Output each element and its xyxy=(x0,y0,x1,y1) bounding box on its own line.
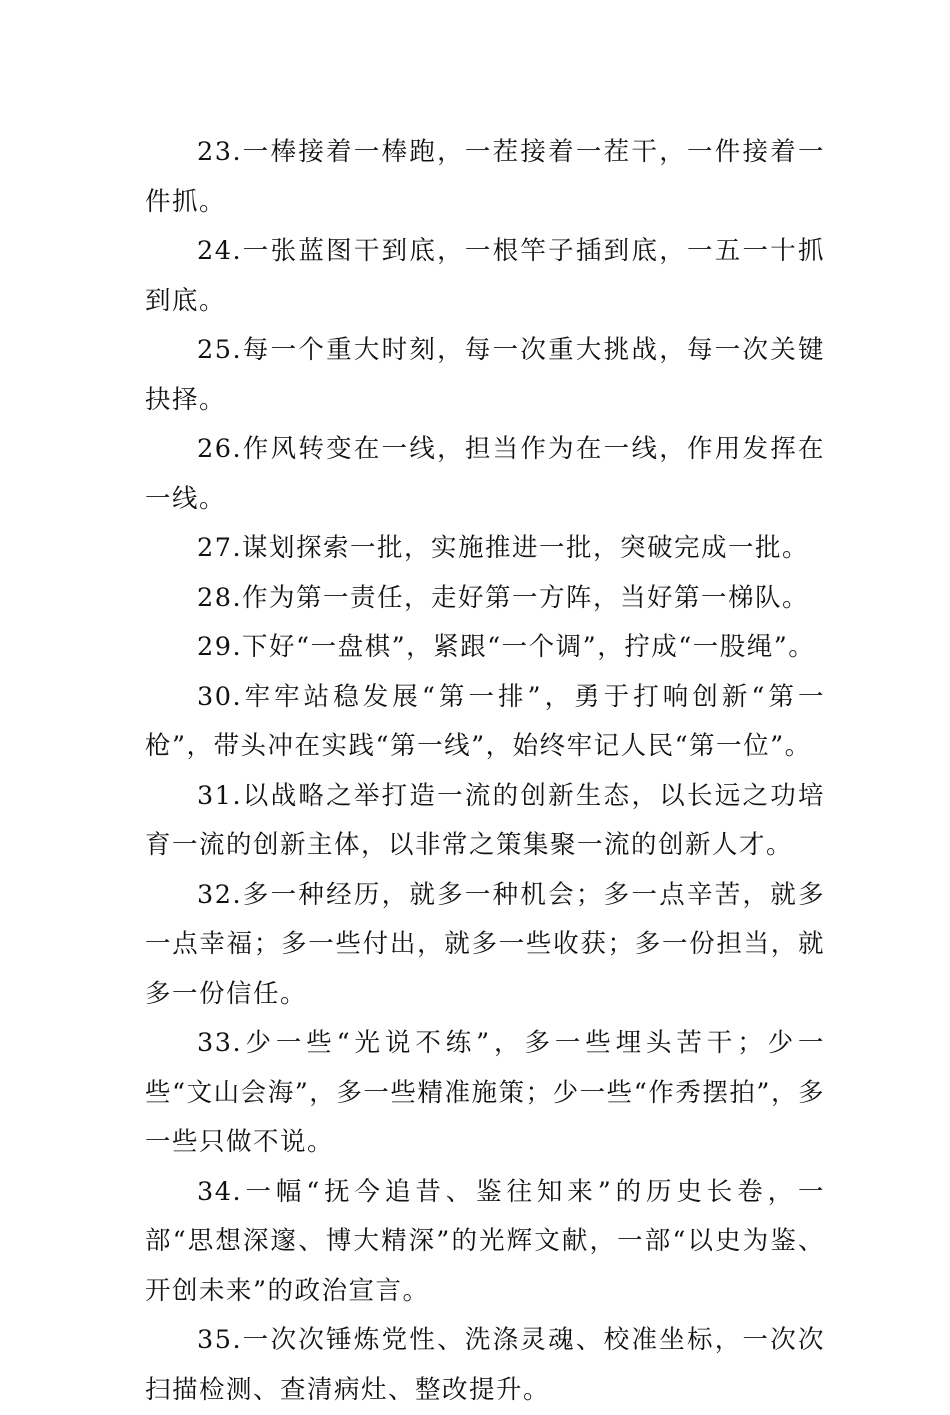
list-item: 31.以战略之举打造一流的创新生态，以长远之功培育一流的创新主体，以非常之策集聚一流的创新人才。 xyxy=(145,780,825,860)
list-item: 33.少一些“光说不练”，多一些埋头苦干；少一些“文山会海”，多一些精准施策；少一些“作秀摆拍”，多一些只做不说。 xyxy=(145,1028,825,1157)
list-item: 29.下好“一盘棋”，紧跟“一个调”，拧成“一股绳”。 xyxy=(197,632,816,662)
list-item: 34.一幅“抚今追昔、鉴往知来”的历史长卷，一部“思想深邃、博大精深”的光辉文献，一部“以史为鉴、开创未来”的政治宣言。 xyxy=(145,1176,825,1306)
list-item: 25.每一个重大时刻，每一次重大挑战，每一次关键抉择。 xyxy=(145,335,825,415)
list-item: 27.谋划探索一批，实施推进一批，突破完成一批。 xyxy=(197,533,810,563)
list-item: 26.作风转变在一线，担当作为在一线，作用发挥在一线。 xyxy=(145,434,825,514)
list-item: 30.牢牢站稳发展“第一排”，勇于打响创新“第一枪”，带头冲在实践“第一线”，始终牢记人民“第一位”。 xyxy=(145,681,825,761)
document-body xyxy=(145,128,825,1415)
list-item: 24.一张蓝图干到底，一根竿子插到底，一五一十抓到底。 xyxy=(145,236,825,316)
list-item: 23.一棒接着一棒跑，一茬接着一茬干，一件接着一件抓。 xyxy=(145,137,825,217)
list-item: 28.作为第一责任，走好第一方阵，当好第一梯队。 xyxy=(197,582,810,613)
list-item: 35.一次次锤炼党性、洗涤灵魂、校准坐标，一次次扫描检测、查清病灶、整改提升。 xyxy=(145,1325,825,1405)
list-item: 32.多一种经历，就多一种机会；多一点辛苦，就多一点幸福；多一些付出，就多一些收获；多一份担当，就多一份信任。 xyxy=(145,879,825,1009)
